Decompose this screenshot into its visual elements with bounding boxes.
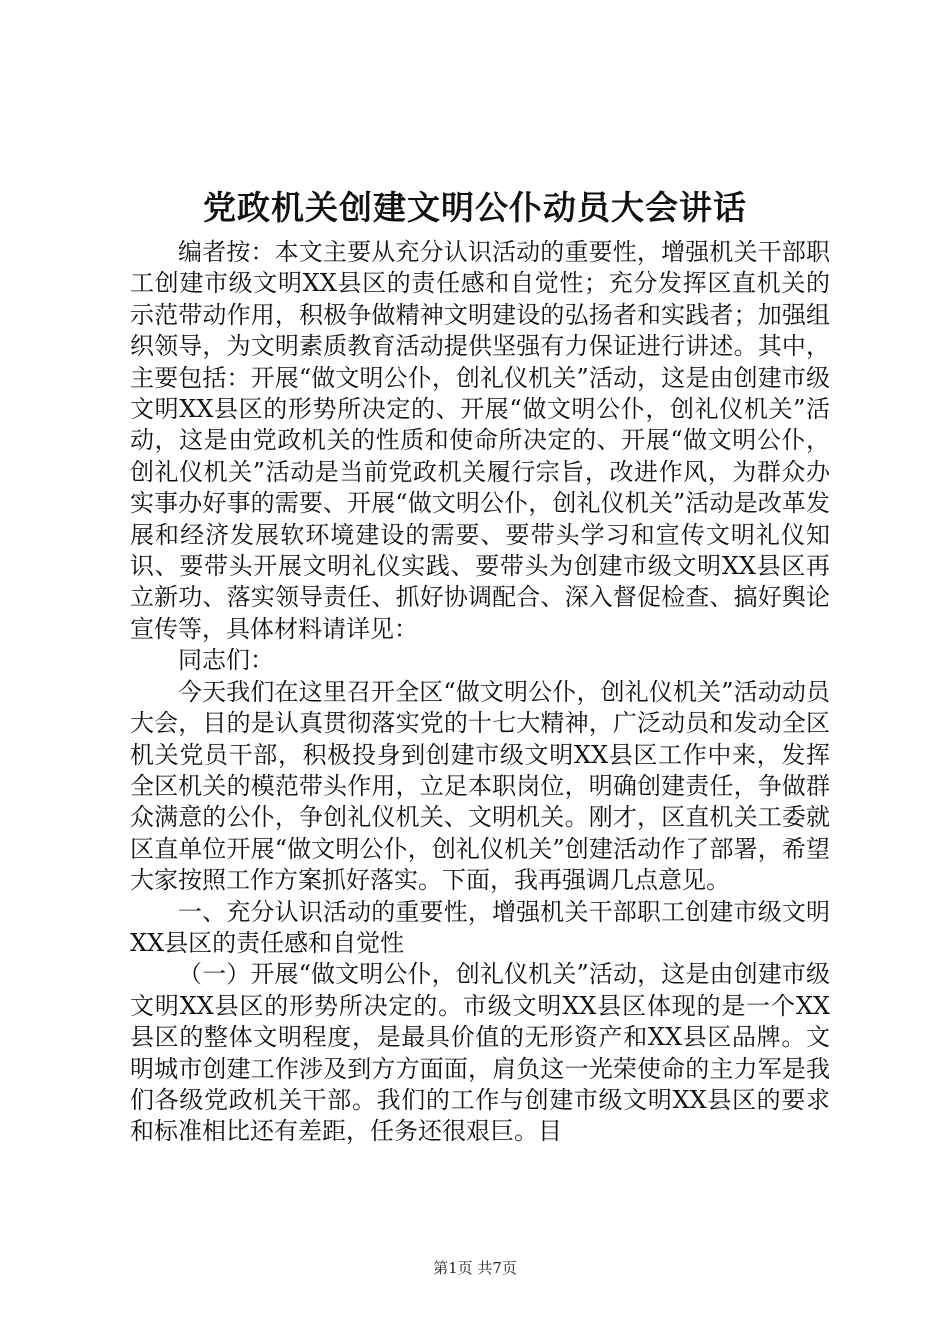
document-body bbox=[130, 237, 830, 1148]
body-paragraph: 今天我们在这里召开全区“做文明公仆，创礼仪机关”活动动员大会，目的是认真贯彻落实党的十七大精神，广泛动员和发动全区机关党员干部，积极投身到创建市级文明XX县区工作中来，发挥全区机关的模范带头作用，立足本职岗位，明确创建责任，争做群众满意的公仆，争创礼仪机关、文明机关。刚才，区直机关工委就区直单位开展“做文明公仆，创礼仪机关”创建活动作了部署，希望大家按照工作方案抓好落实。下面，我再强调几点意见。 bbox=[130, 677, 830, 895]
editor-note-paragraph: 编者按：本文主要从充分认识活动的重要性，增强机关干部职工创建市级文明XX县区的责任感和自觉性；充分发挥区直机关的示范带动作用，积极争做精神文明建设的弘扬者和实践者；加强组织领导，为文明素质教育活动提供坚强有力保证进行讲述。其中，主要包括：开展“做文明公仆，创礼仪机关”活动，这是由创建市级文明XX县区的形势所决定的、开展“做文明公仆，创礼仪机关”活动，这是由党政机关的性质和使命所决定的、开展“做文明公仆，创礼仪机关”活动是当前党政机关履行宗旨，改进作风，为群众办实事办好事的需要、开展“做文明公仆，创礼仪机关”活动是改革发展和经济发展软环境建设的需要、要带头学习和宣传文明礼仪知识、要带头开展文明礼仪实践、要带头为创建市级文明XX县区再立新功、落实领导责任、抓好协调配合、深入督促检查、搞好舆论宣传等，具体材料请详见： bbox=[130, 238, 830, 643]
document-title: 党政机关创建文明公仆动员大会讲话 bbox=[203, 188, 747, 227]
body-paragraph: （一）开展“做文明公仆，创礼仪机关”活动，这是由创建市级文明XX县区的形势所决定的。市级文明XX县区体现的是一个XX县区的整体文明程度，是最具价值的无形资产和XX县区品牌。文明城市创建工作涉及到方方面面，肩负这一光荣使命的主力军是我们各级党政机关干部。我们的工作与创建市级文明XX县区的要求和标准相比还有差距，任务还很艰巨。目 bbox=[130, 960, 830, 1146]
section-heading: 一、充分认识活动的重要性，增强机关干部职工创建市级文明XX县区的责任感和自觉性 bbox=[130, 897, 830, 957]
salutation-paragraph: 同志们： bbox=[178, 646, 274, 675]
page-number-footer: 第1页 共7页 bbox=[433, 1259, 517, 1277]
